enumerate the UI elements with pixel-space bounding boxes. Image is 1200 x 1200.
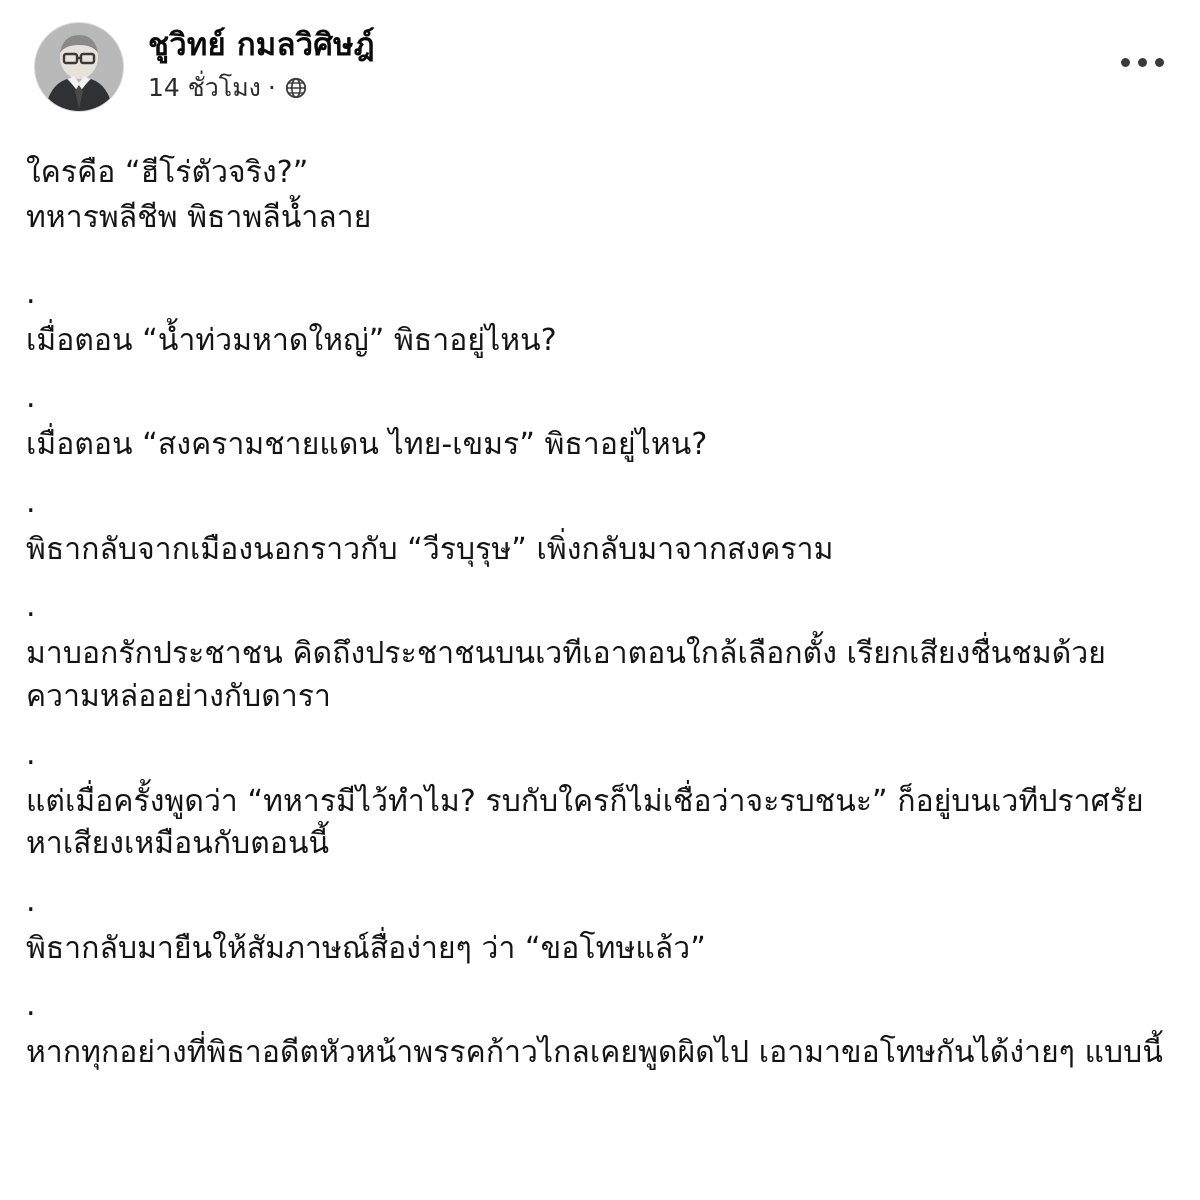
dot-2 xyxy=(1138,58,1147,67)
post-meta xyxy=(148,73,375,103)
post-line: เมื่อตอน “น้ำท่วมหาดใหญ่” พิธาอยู่ไหน? xyxy=(26,322,557,358)
post-line: เมื่อตอน “สงครามชายแดน ไทย-เขมร” พิธาอยู่ไหน? xyxy=(26,427,708,463)
post-line-blank xyxy=(26,241,1174,258)
post-line: มาบอกรักประชาชน คิดถึงประชาชนบนเวทีเอาตอนใกล้เลือกตั้ง เรียกเสียงชื่นชมด้วยความหล่ออย่างกับดารา xyxy=(26,636,1106,715)
globe-icon[interactable] xyxy=(284,76,308,100)
post-line: หากทุกอย่างที่พิธาอดีตหัวหน้าพรรคก้าวไกลเคยพูดผิดไป เอามาขอโทษกันได้ง่ายๆ แบบนี้ xyxy=(26,1035,1163,1071)
post-line-dot: . xyxy=(26,988,36,1024)
post-line-dot: . xyxy=(26,589,36,625)
dot-3 xyxy=(1155,58,1164,67)
author-name[interactable]: ชูวิทย์ กมลวิศิษฎ์ xyxy=(148,27,375,63)
dot-1 xyxy=(1121,58,1130,67)
post-timestamp[interactable]: 14 ชั่วโมง xyxy=(148,72,261,102)
post-line-dot: . xyxy=(26,736,36,772)
post-line: แต่เมื่อครั้งพูดว่า “ทหารมีไว้ทำไม? รบกับใครก็ไม่เชื่อว่าจะรบชนะ” ก็อยู่บนเวทีปราศรัยหาเสียงเหมือนกับตอนนี้ xyxy=(26,783,1144,862)
post-line: พิธากลับจากเมืองนอกราวกับ “วีรบุรุษ” เพิ่งกลับมาจากสงคราม xyxy=(26,531,834,567)
post-line: ใครคือ “ฮีโร่ตัวจริง?” xyxy=(26,155,309,190)
avatar[interactable] xyxy=(34,22,124,112)
post-line: พิธากลับมายืนให้สัมภาษณ์สื่อง่ายๆ ว่า “ขอโทษแล้ว” xyxy=(26,930,706,966)
post-line-dot: . xyxy=(26,484,36,520)
meta-separator: · xyxy=(267,72,276,102)
more-options-icon[interactable] xyxy=(1121,58,1164,67)
post-header-text xyxy=(148,18,375,103)
post-body xyxy=(26,152,1174,1075)
post-line-dot: . xyxy=(26,275,36,311)
post-line: ทหารพลีชีพ พิธาพลีน้ำลาย xyxy=(26,199,372,235)
post-line-dot: . xyxy=(26,883,36,919)
post-header xyxy=(26,18,1174,118)
post-line-dot: . xyxy=(26,380,36,416)
